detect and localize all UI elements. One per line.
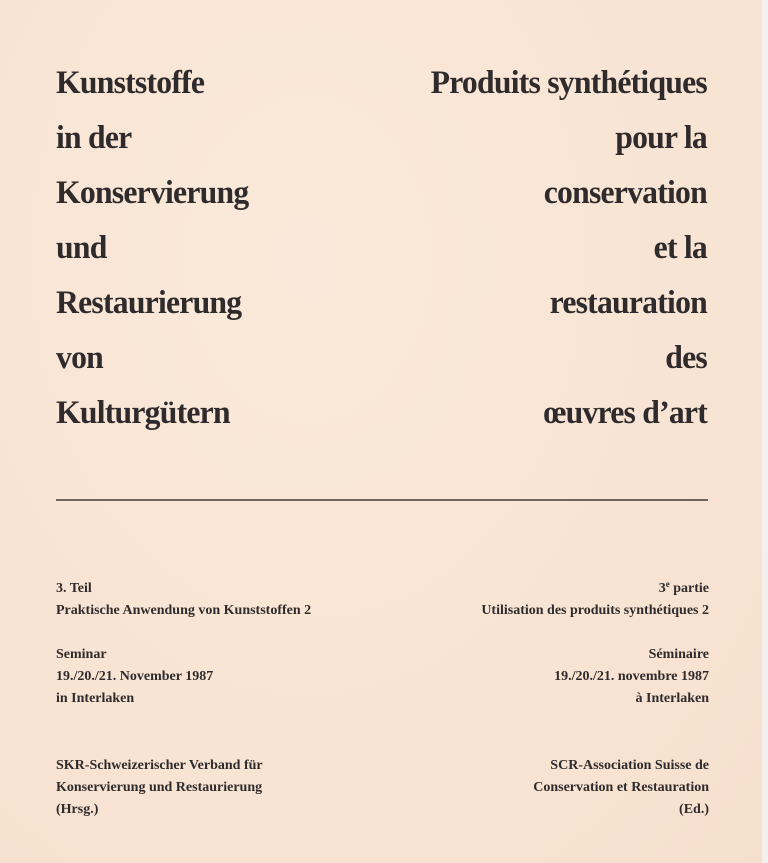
seminar-dates: 19./20./21. November 1987 xyxy=(56,669,214,684)
part-info-french xyxy=(379,578,709,622)
publisher-line: Conservation et Restauration xyxy=(533,780,709,795)
publisher-line: SCR-Association Suisse de xyxy=(550,758,709,773)
seminar-location: in Interlaken xyxy=(56,691,135,706)
part-info-german xyxy=(56,578,386,622)
publisher-german xyxy=(56,755,386,821)
page-edge xyxy=(762,0,768,863)
title-french-line: des xyxy=(665,340,707,376)
title-german-line: Kunststoffe xyxy=(56,65,205,101)
title-french-line: Produits synthétiques xyxy=(430,65,707,101)
title-german-line: Restaurierung xyxy=(56,285,242,321)
part-number: 3 xyxy=(658,581,666,596)
part-label: 3. Teil xyxy=(56,581,92,596)
seminar-location: à Interlaken xyxy=(635,691,709,706)
publisher-role: (Ed.) xyxy=(679,802,709,817)
horizontal-divider xyxy=(56,499,708,501)
title-french-line: et la xyxy=(653,230,707,266)
title-german-line: von xyxy=(56,340,103,376)
publisher-french xyxy=(379,755,709,821)
title-french-line: pour la xyxy=(615,120,707,156)
seminar-label: Seminar xyxy=(56,647,107,662)
title-german-line: in der xyxy=(56,120,132,156)
part-label xyxy=(379,578,709,600)
seminar-info-german xyxy=(56,644,386,710)
seminar-dates: 19./20./21. novembre 1987 xyxy=(554,669,709,684)
title-german-line: Kulturgütern xyxy=(56,395,230,431)
title-french-line: conservation xyxy=(543,175,707,211)
publisher-line: SKR-Schweizerischer Verband für xyxy=(56,758,263,773)
publisher-role: (Hrsg.) xyxy=(56,802,99,817)
part-subtitle: Utilisation des produits synthétiques 2 xyxy=(481,603,709,618)
title-french xyxy=(347,56,707,441)
title-german-line: Konservierung xyxy=(56,175,249,211)
seminar-info-french xyxy=(379,644,709,710)
publisher-line: Konservierung und Restaurierung xyxy=(56,780,263,795)
title-french-line: œuvres d’art xyxy=(543,395,707,431)
part-word: partie xyxy=(669,581,709,596)
title-german-line: und xyxy=(56,230,107,266)
title-german xyxy=(56,56,386,441)
title-french-line: restauration xyxy=(549,285,707,321)
part-subtitle: Praktische Anwendung von Kunststoffen 2 xyxy=(56,603,312,618)
seminar-label: Séminaire xyxy=(648,647,709,662)
part-superscript: e xyxy=(665,579,670,589)
